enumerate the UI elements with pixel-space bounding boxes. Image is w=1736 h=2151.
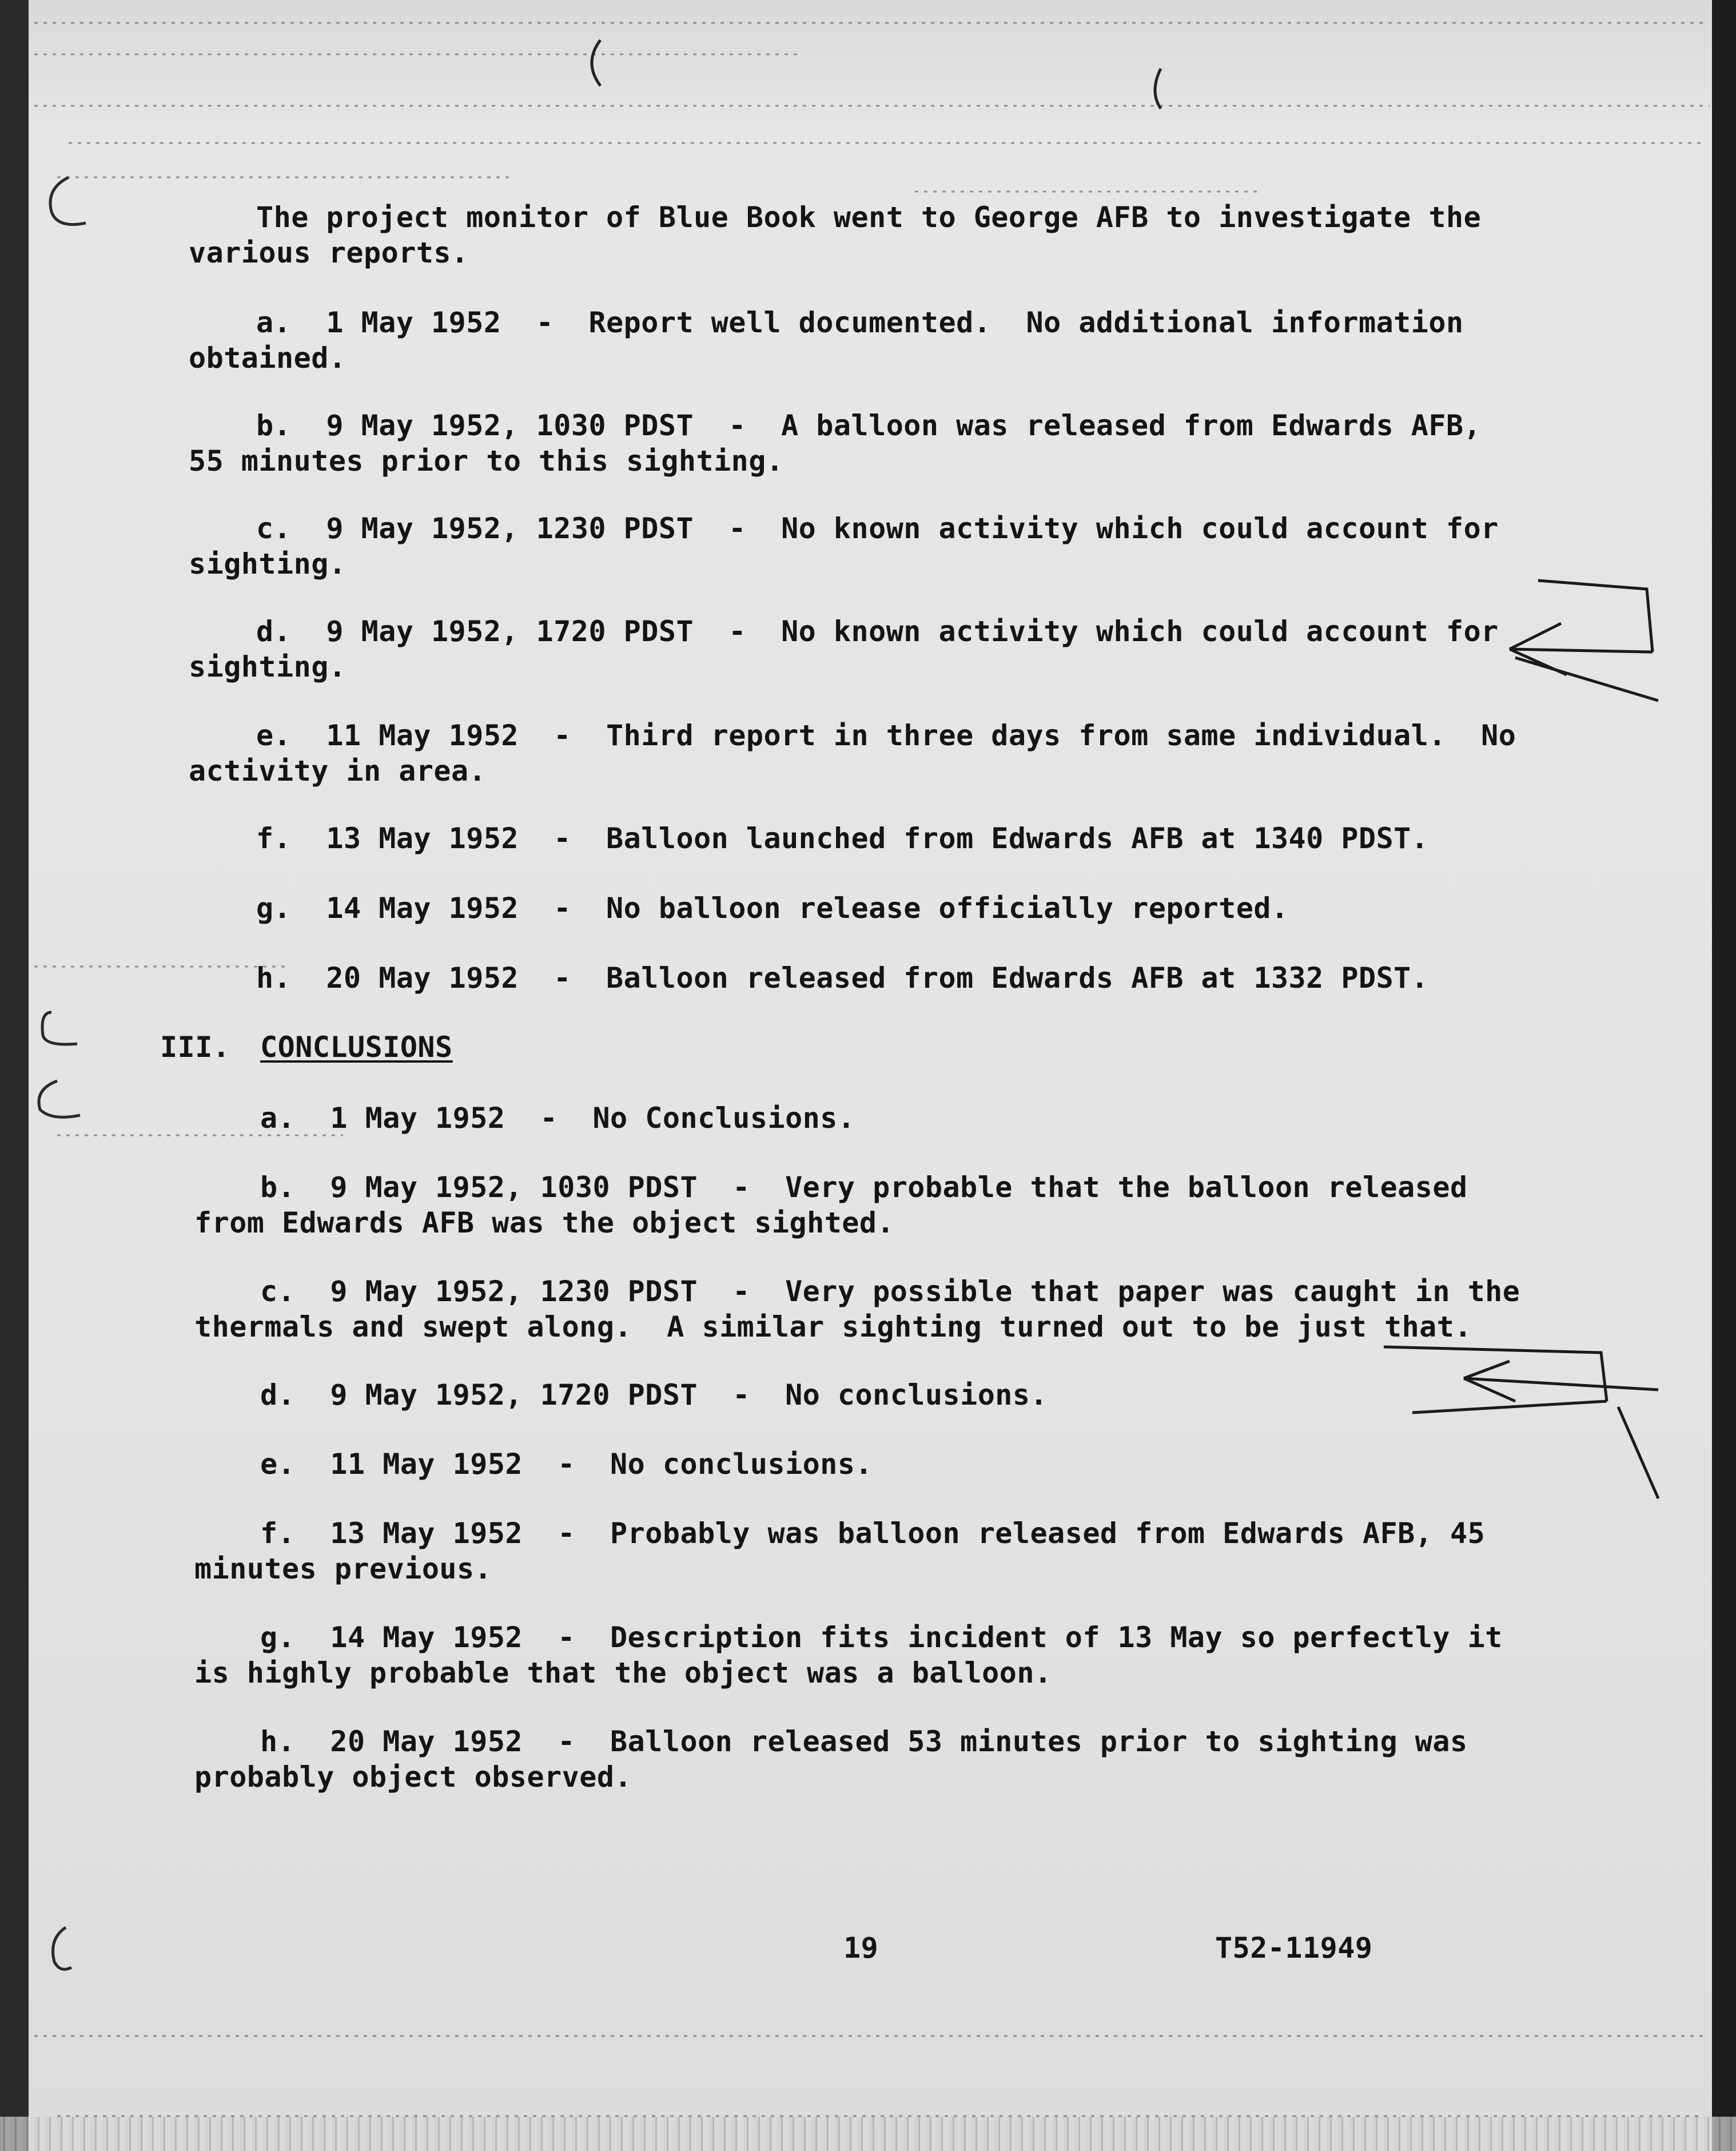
investigation-e-line-2: activity in area. [189,754,487,788]
section-number: III. [160,1031,230,1064]
investigation-a-line-1: a. 1 May 1952 - Report well documented. No additional information [256,306,1464,339]
conclusion-f-line-1: f. 13 May 1952 - Probably was balloon released from Edwards AFB, 45 [260,1517,1486,1550]
investigation-d-line-1: d. 9 May 1952, 1720 PDST - No known activity which could account for [256,615,1499,648]
investigation-f: f. 13 May 1952 - Balloon launched from Edwards AFB at 1340 PDST. [256,822,1429,855]
conclusion-b-line-2: from Edwards AFB was the object sighted. [194,1206,895,1239]
conclusion-e: e. 11 May 1952 - No conclusions. [260,1448,873,1481]
conclusion-g-line-1: g. 14 May 1952 - Description fits incident of 13 May so perfectly it [260,1621,1503,1654]
investigation-b-line-2: 55 minutes prior to this sighting. [189,444,784,478]
investigation-e-line-1: e. 11 May 1952 - Third report in three days from same individual. No [256,719,1516,752]
conclusion-d: d. 9 May 1952, 1720 PDST - No conclusions. [260,1378,1048,1412]
investigation-a-line-2: obtained. [189,341,347,375]
section-title: CONCLUSIONS [260,1031,453,1064]
conclusion-b-line-1: b. 9 May 1952, 1030 PDST - Very probable that the balloon released [260,1171,1468,1204]
conclusion-h-line-1: h. 20 May 1952 - Balloon released 53 minutes prior to sighting was [260,1725,1468,1758]
page-number: 19 [843,1931,879,1965]
investigation-d-line-2: sighting. [189,650,347,683]
conclusion-c-line-2: thermals and swept along. A similar sighting turned out to be just that. [194,1310,1472,1343]
intro-line-2: various reports. [189,236,469,269]
investigation-h: h. 20 May 1952 - Balloon released from Edwards AFB at 1332 PDST. [256,961,1429,995]
intro-line-1: The project monitor of Blue Book went to George AFB to investigate the [256,201,1482,234]
conclusion-f-line-2: minutes previous. [194,1552,492,1585]
investigation-c-line-2: sighting. [189,547,347,581]
conclusion-h-line-2: probably object observed. [194,1760,632,1794]
conclusion-a: a. 1 May 1952 - No Conclusions. [260,1102,855,1135]
investigation-b-line-1: b. 9 May 1952, 1030 PDST - A balloon was released from Edwards AFB, [256,409,1482,442]
investigation-g: g. 14 May 1952 - No balloon release officially reported. [256,892,1289,925]
investigation-c-line-1: c. 9 May 1952, 1230 PDST - No known activity which could account for [256,512,1499,545]
conclusion-c-line-1: c. 9 May 1952, 1230 PDST - Very possible that paper was caught in the [260,1275,1520,1308]
conclusion-g-line-2: is highly probable that the object was a balloon. [194,1656,1052,1689]
document-id: T52-11949 [1215,1931,1373,1965]
